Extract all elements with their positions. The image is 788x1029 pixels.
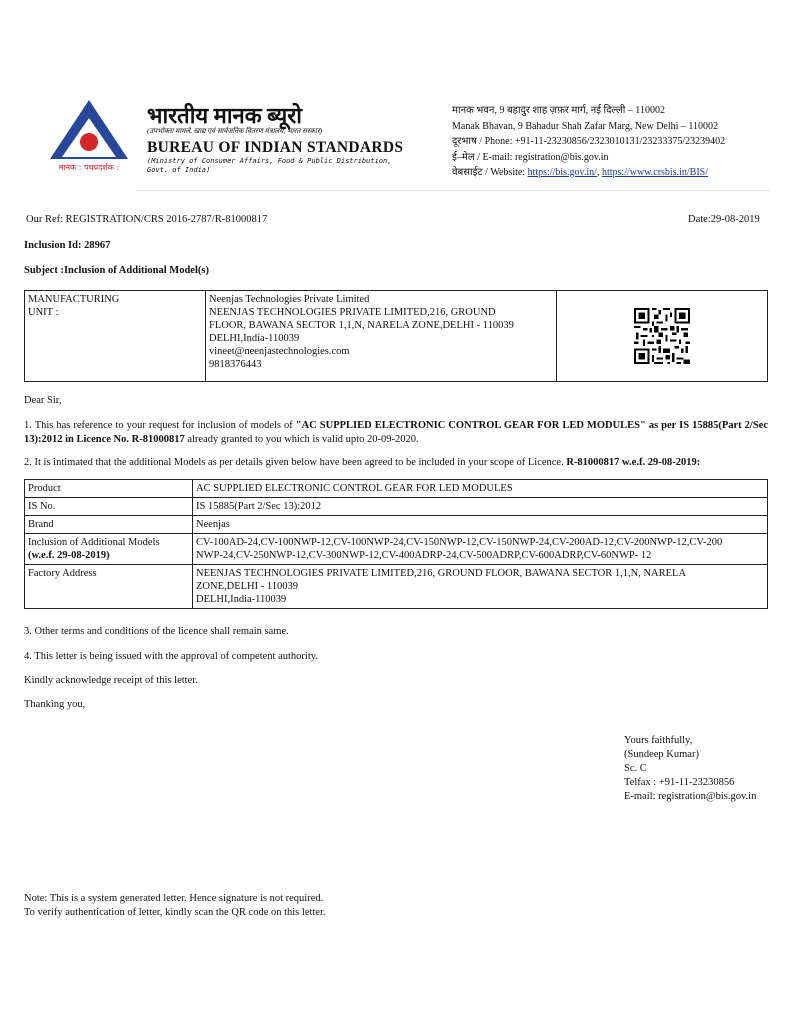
contact-block: [452, 103, 725, 181]
letter-date: Date:29-08-2019: [688, 214, 760, 225]
inclusion-id: Inclusion Id: 28967: [24, 240, 111, 251]
product-label: Product: [25, 480, 193, 498]
website-link-bis[interactable]: https://bis.gov.in/: [527, 167, 597, 178]
factory-line1: NEENJAS TECHNOLOGIES PRIVATE LIMITED,216, GROUND FLOOR, BAWANA SECTOR 1,1,N, NARELA: [196, 568, 687, 579]
salutation: Dear Sir,: [24, 395, 62, 406]
logo-motto: मानक : पथप्रदर्शक :: [58, 163, 120, 172]
paragraph-1: 1. This has reference to your request for inclusion of models of "AC SUPPLIED ELECTRONIC CONTROL GEAR FOR LED MODULES" as per IS 15885(Part 2/Sec 13):2012 in Licence No. R-81000817 already granted to you which is valid upto 20-09-2020.: [24, 420, 768, 445]
brand-value: Neenjas: [193, 516, 768, 534]
table-row: [25, 480, 768, 498]
email-line: ई–मेल / E-mail: registration@bis.gov.in: [452, 151, 609, 163]
paragraph-2: 2. It is intimated that the additional Models as per details given below have been agreed to be included in your scope of Licence. R-81000817 w.e.f. 29-08-2019:: [24, 457, 701, 468]
factory-value-cell: [193, 565, 768, 609]
mfg-name: Neenjas Technologies Private Limited: [209, 294, 370, 305]
table-row: [25, 498, 768, 516]
thanking-line: Thanking you,: [24, 699, 86, 710]
address-english: Manak Bhavan, 9 Bahadur Shah Zafar Marg, New Delhi – 110002: [452, 120, 719, 132]
models-line1: CV-100AD-24,CV-100NWP-12,CV-100NWP-24,CV-150NWP-12,CV-150NWP-24,CV-200AD-12,CV-200NWP-12,CV-200: [196, 537, 723, 548]
subject-line: Subject :Inclusion of Additional Model(s): [24, 265, 209, 276]
hindi-title: भारतीय मानक ब्यूरो: [147, 103, 302, 128]
factory-line2: ZONE,DELHI - 110039: [196, 581, 298, 592]
mfg-details-cell: [206, 291, 557, 382]
signatory-designation: Sc. C: [624, 763, 647, 774]
bis-logo: [46, 96, 132, 180]
models-effective-date: (w.e.f. 29-08-2019): [28, 550, 110, 561]
paragraph-3: 3. Other terms and conditions of the licence shall remain same.: [24, 626, 289, 637]
factory-label: Factory Address: [25, 565, 193, 609]
mfg-address-line2: FLOOR, BAWANA SECTOR 1,1,N, NARELA ZONE,DELHI - 110039: [209, 320, 514, 331]
table-row: [25, 565, 768, 609]
signatory-name: (Sundeep Kumar): [624, 749, 699, 760]
factory-line3: DELHI,India-110039: [196, 594, 287, 605]
mfg-address-line1: NEENJAS TECHNOLOGIES PRIVATE LIMITED,216, GROUND: [209, 307, 496, 318]
manufacturing-unit-table: [24, 290, 768, 382]
models-line2: NWP-24,CV-250NWP-12,CV-300NWP-12,CV-400ADRP-24,CV-500ADRP,CV-600ADRP,CV-60NWP- 12: [196, 550, 652, 561]
models-value-cell: [193, 534, 768, 565]
qr-code-icon[interactable]: [624, 308, 700, 364]
isno-label: IS No.: [25, 498, 193, 516]
signatory-telfax: Telfax : +91-11-23230856: [624, 777, 735, 788]
table-row: [25, 534, 768, 565]
hindi-subtitle: (उपभोक्ता मामले, खाद्य एवं सार्वजनिक वितरण मंत्रालय, भारत सरकार): [147, 127, 323, 135]
models-label-cell: [25, 534, 193, 565]
mfg-phone: 9818376443: [209, 359, 262, 370]
brand-label: Brand: [25, 516, 193, 534]
acknowledge-line: Kindly acknowledge receipt of this letter.: [24, 675, 198, 686]
product-value: AC SUPPLIED ELECTRONIC CONTROL GEAR FOR LED MODULES: [193, 480, 768, 498]
bureau-title: BUREAU OF INDIAN STANDARDS: [147, 139, 404, 156]
system-note: Note: This is a system generated letter. Hence signature is not required. To verify authentication of letter, kindly scan the QR code on this letter.: [24, 893, 326, 918]
closing: Yours faithfully,: [624, 735, 693, 746]
models-label: Inclusion of Additional Models: [28, 537, 160, 548]
address-hindi: मानक भवन, 9 बहादुर शाह ज़फ़र मार्ग, नई दिल्ली – 110002: [452, 105, 665, 116]
website-link-crs[interactable]: https://www.crsbis.in/BIS/: [601, 167, 708, 178]
website-line: वेबसाईट / Website: https://bis.gov.in/, https://www.crsbis.in/BIS/: [452, 167, 708, 178]
details-table: [24, 479, 768, 609]
mfg-city: DELHI,India-110039: [209, 333, 300, 344]
table-row: [25, 516, 768, 534]
ministry-text: (Ministry of Consumer Affairs, Food & Public Distribution, Govt. of India): [147, 157, 392, 174]
qr-cell: [557, 291, 768, 382]
phone-line: दूरभाष / Phone: +91-11-23230856/2323010131/23233375/23239402: [452, 136, 726, 147]
mfg-label-cell: MANUFACTURING UNIT :: [25, 291, 206, 382]
header-divider: [136, 190, 770, 191]
signatory-email: E-mail: registration@bis.gov.in: [624, 791, 757, 802]
mfg-email: vineet@neenjastechnologies.com: [209, 346, 350, 357]
paragraph-4: 4. This letter is being issued with the approval of competent authority.: [24, 651, 318, 662]
isno-value: IS 15885(Part 2/Sec 13):2012: [193, 498, 768, 516]
our-ref: Our Ref: REGISTRATION/CRS 2016-2787/R-81000817: [26, 214, 268, 225]
signature-block: [624, 734, 756, 804]
